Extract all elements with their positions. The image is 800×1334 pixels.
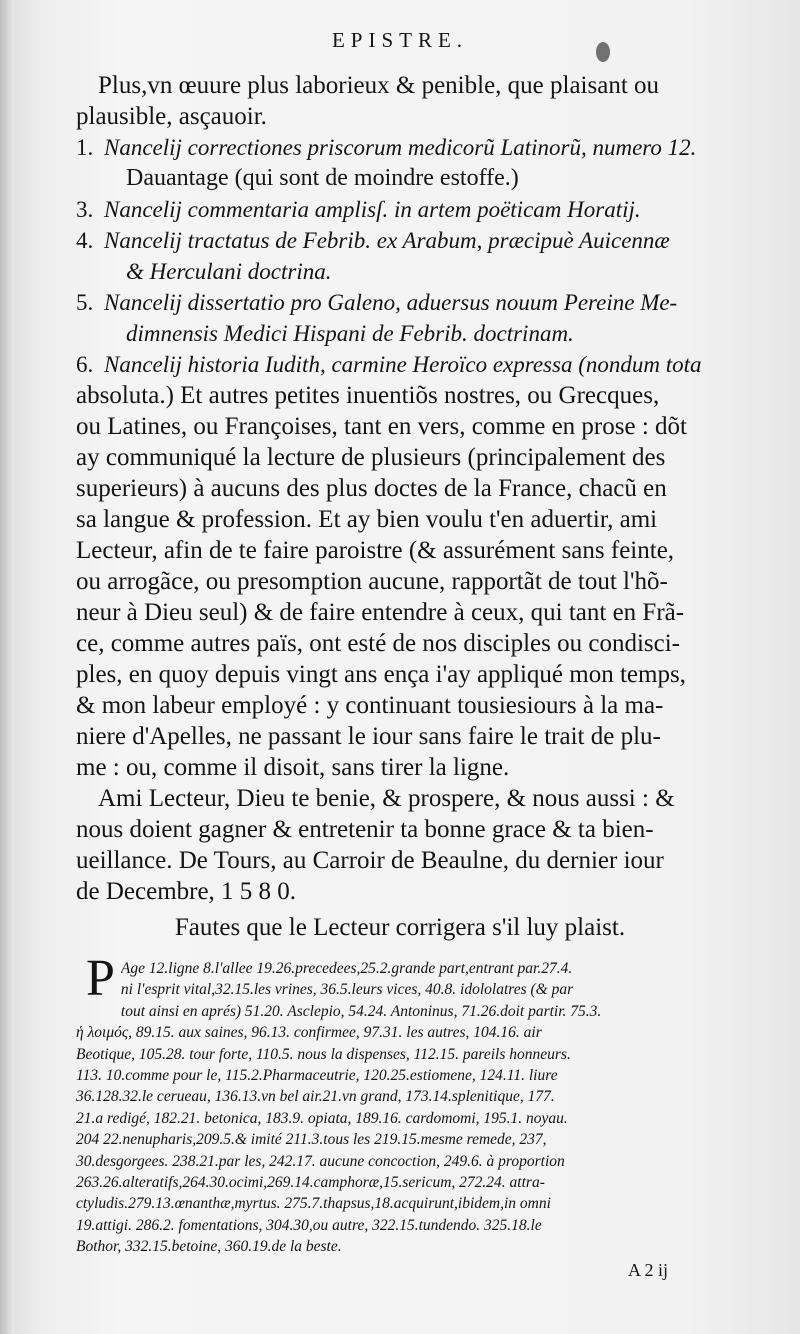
body-line: neur à Dieu seul) & de faire entendre à ceux, qui tant en Frã-	[76, 599, 685, 626]
errata-line: ctyludis.279.13.œnanthæ,myrtus. 275.7.thapsus,18.acquirunt,ibidem,in omni	[76, 1195, 551, 1213]
body-line: superieurs) à aucuns des plus doctes de la France, chacũ en	[76, 475, 667, 502]
body-line: me : ou, comme il disoit, sans tirer la ligne.	[76, 754, 510, 781]
body-line: ueillance. De Tours, au Carroir de Beaulne, du dernier iour	[76, 847, 664, 874]
body-line: nous doient gagner & entretenir ta bonne grace & ta bien-	[76, 816, 654, 843]
body-line: Lecteur, afin de te faire paroistre (& assurément sans feinte,	[76, 537, 675, 564]
errata-line: 204 22.nenupharis,209.5.& imité 211.3.tous les 219.15.mesme remede, 237,	[76, 1131, 547, 1149]
body-line: plausible, asçauoir.	[76, 103, 267, 130]
errata-line: 36.128.32.le cerueau, 136.13.vn bel air.21.vn grand, 173.14.splenitique, 177.	[76, 1088, 555, 1106]
body-line: Plus,vn œuure plus laborieux & penible, que plaisant ou	[98, 72, 660, 99]
errata-line: Beotique, 105.28. tour forte, 110.5. nous la dispenses, 112.15. pareils honneurs.	[76, 1045, 571, 1063]
body-line: Ami Lecteur, Dieu te benie, & prospere, & nous aussi : &	[98, 785, 675, 812]
errata-line: 21.a redigé, 182.21. betonica, 183.9. opiata, 189.16. cardomomi, 195.1. noyau.	[76, 1109, 568, 1127]
work-item-continuation: dimnensis Medici Hispani de Febrib. doctrinam.	[126, 321, 574, 346]
epistle-body	[76, 70, 746, 907]
body-line: ay communiqué la lecture de plusieurs (principalement des	[76, 444, 666, 471]
work-item-continuation: & Herculani doctrina.	[126, 259, 332, 284]
errata-line: Bothor, 332.15.betoine, 360.19.de la beste.	[76, 1238, 342, 1256]
work-item-continuation: Dauantage (qui sont de moindre estoffe.)	[126, 165, 519, 191]
running-header: EPISTRE.	[331, 28, 469, 52]
body-line: & mon labeur employé : y continuant tousiesiours à la ma-	[76, 692, 664, 719]
errata-list	[76, 950, 768, 1258]
page-gutter	[0, 0, 14, 1334]
work-item: 6. Nancelij historia Iudith, carmine Heroïco expressa (nondum tota	[76, 352, 702, 377]
errata-heading: Fautes que le Lecteur corrigera s'il luy plaist.	[174, 914, 626, 941]
work-item: 4. Nancelij tractatus de Febrib. ex Arabum, præcipuè Auicennæ	[76, 228, 670, 253]
body-line: ou Latines, ou Françoises, tant en vers, comme en prose : dõt	[76, 413, 687, 440]
body-line: niere d'Apelles, ne passant le iour sans faire le trait de plu-	[76, 723, 661, 750]
signature-mark: A 2 ij	[628, 1260, 669, 1280]
body-line: sa langue & profession. Et ay bien voulu t'en aduertir, ami	[76, 506, 658, 533]
errata-line: 263.26.alteratifs,264.30.ocimi,269.14.camphoræ,15.sericum, 272.24. attra-	[76, 1174, 545, 1192]
errata-line: ni l'esprit vital,32.15.les vrines, 36.5.leurs vices, 40.8. idololatres (& par	[120, 981, 574, 999]
body-line: absoluta.) Et autres petites inuentiõs nostres, ou Grecques,	[76, 382, 660, 409]
drop-capital: P	[86, 950, 115, 1007]
errata-line: 30.desgorgees. 238.21.par les, 242.17. aucune concoction, 249.6. à proportion	[76, 1152, 565, 1170]
work-item: 3. Nancelij commentaria amplisſ. in artem poëticam Horatij.	[76, 197, 641, 222]
body-line: ples, en quoy depuis vingt ans ença i'ay appliqué mon temps,	[76, 661, 686, 688]
body-line: ce, comme autres païs, ont esté de nos disciples ou condisci-	[76, 630, 681, 657]
errata-line: Age 12.ligne 8.l'allee 19.26.precedees,25.2.grande part,entrant par.27.4.	[120, 960, 573, 977]
body-line: de Decembre, 1 5 8 0.	[76, 878, 297, 905]
work-item: 5. Nancelij dissertatio pro Galeno, aduersus nouum Pereine Me-	[76, 290, 678, 315]
work-item: 1. Nancelij correctiones priscorum medicorũ Latinorũ, numero 12.	[76, 135, 697, 160]
errata-line: ἡ λοιμός, 89.15. aux saines, 96.13. confirmee, 97.31. les autres, 104.16. air	[76, 1024, 542, 1042]
errata-line: tout ainsi en aprés) 51.20. Asclepio, 54.24. Antoninus, 71.26.doit partir. 75.3.	[120, 1002, 602, 1020]
errata-line: 19.attigi. 286.2. fomentations, 304.30,ou autre, 322.15.tundendo. 325.18.le	[76, 1216, 542, 1234]
errata-line: 113. 10.comme pour le, 115.2.Pharmaceutrie, 120.25.estiomene, 124.11. liure	[76, 1067, 558, 1085]
body-line: ou arrogãce, ou presomption aucune, rapportãt de tout l'hõ-	[76, 568, 668, 595]
